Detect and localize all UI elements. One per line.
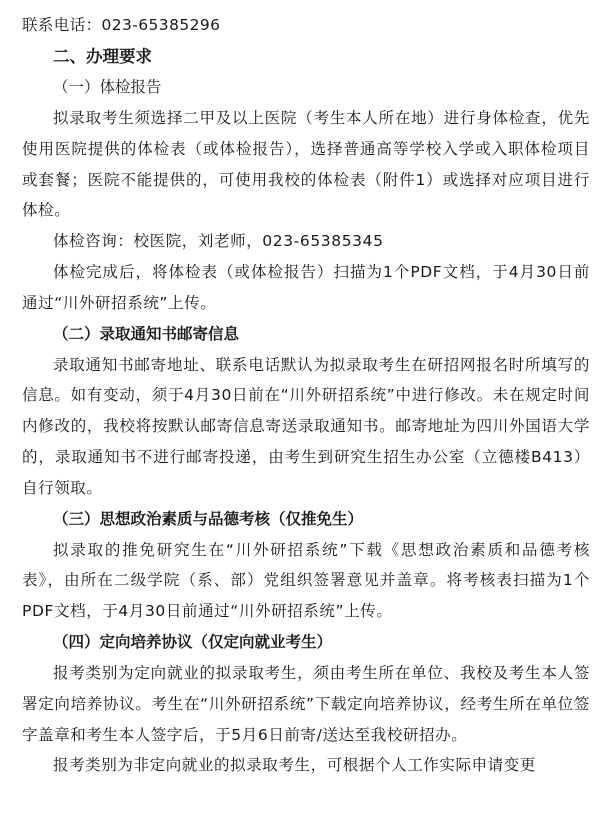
paragraph-non-directed: 报考类别为非定向就业的拟录取考生，可根据个人工作实际申请变更 [53, 756, 537, 775]
subsection-title-medical-report: （一）体检报告 [53, 78, 162, 96]
section-title-requirements: 二、办理要求 [53, 47, 152, 66]
paragraph-political-review: 拟录取的推免研究生在“川外研招系统”下载《思想政治素质和品德考核表》，由所在二级学院（系、部）党组织签署意见并盖章。将考核表扫描为1个PDF文档，于4月30日前通过“川外研招系统”上传。 [22, 540, 590, 621]
subsection-title-directed-agreement: （四）定向培养协议（仅定向就业考生） [53, 632, 333, 651]
paragraph-admission-letter: 录取通知书邮寄地址、联系电话默认为拟录取考生在研招网报名时所填写的信息。如有变动，须于4月30日前在“川外研招系统”中进行修改。未在规定时间内修改的，我校将按默认邮寄信息寄送录取通知书。邮寄地址为四川外国语大学的，录取通知书不进行邮寄投递，由考生到研究生招生办公室（立德楼B413）自行领取。 [22, 355, 590, 497]
paragraph-directed-agreement: 报考类别为定向就业的拟录取考生，须由考生所在单位、我校及考生本人签署定向培养协议。考生在“川外研招系统”下载定向培养协议，经考生所在单位签字盖章和考生本人签字后，于5月6日前寄/送达至我校研招办。 [22, 663, 590, 744]
contact-phone-line: 联系电话：023-65385296 [22, 16, 221, 34]
subsection-title-political-review: （三）思想政治素质与品德考核（仅推免生） [53, 509, 364, 528]
paragraph-medical-consult: 体检咨询：校医院，刘老师，023-65385345 [53, 232, 384, 251]
paragraph-medical-exam: 拟录取考生须选择二甲及以上医院（考生本人所在地）进行身体检查，优先使用医院提供的体检表（或体检报告），选择普通高等学校入学或入职体检项目或套餐；医院不能提供的，可使用我校的体检表（附件1）或选择对应项目进行体检。 [22, 109, 590, 220]
paragraph-medical-upload: 体检完成后，将体检表（或体检报告）扫描为1个PDF文档，于4月30日前通过“川外研招系统”上传。 [22, 262, 590, 312]
subsection-title-admission-letter: （二）录取通知书邮寄信息 [53, 324, 240, 343]
